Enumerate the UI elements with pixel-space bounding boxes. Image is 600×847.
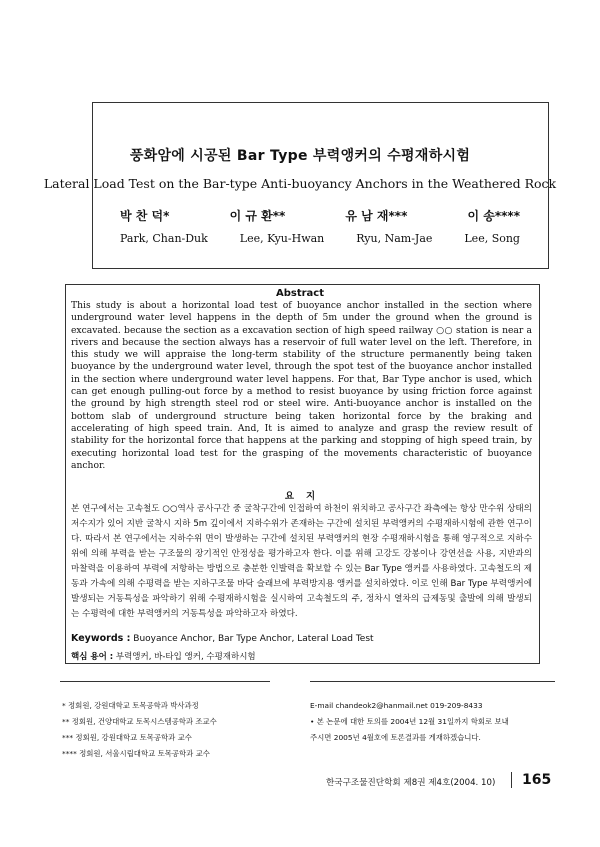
footnote-email: E-mail chandeok2@hanmail.net 019-209-8433 <box>310 701 483 710</box>
footnote-author-2: ** 정회원, 건양대학교 토목시스템공학과 조교수 <box>62 717 217 726</box>
footnote-author-1: * 정회원, 강원대학교 토목공학과 박사과정 <box>62 701 199 710</box>
keywords-line <box>71 633 374 644</box>
footnote-discussion-2: 주시면 2005년 4월호에 토론결과를 게재하겠습니다. <box>310 733 481 742</box>
journal-footer: 한국구조물진단학회 제8권 제4호(2004. 10) <box>326 778 496 788</box>
footnote-rule-left <box>60 681 270 682</box>
author-ko-1: 박 찬 덕* <box>120 209 170 223</box>
footnotes-left <box>62 698 217 762</box>
author-ko-3: 유 남 재*** <box>345 209 408 223</box>
abstract-heading: Abstract <box>275 288 325 299</box>
korean-summary-heading: 요지 <box>284 491 328 502</box>
author-ko-2: 이 규 환** <box>229 209 286 223</box>
footnote-rule-right <box>310 681 555 682</box>
author-ko-4: 이 송**** <box>467 209 520 223</box>
footnote-author-3: *** 정회원, 강원대학교 토목공학과 교수 <box>62 733 192 742</box>
footnote-author-4: **** 정회원, 서울시립대학교 토목공학과 교수 <box>62 749 210 758</box>
paper-title-english: Lateral Load Test on the Bar-type Anti-buoyancy Anchors in the Weathered Rock <box>43 176 557 191</box>
author-en-2: Lee, Kyu-Hwan <box>239 232 325 245</box>
authors-english <box>120 232 520 245</box>
footnotes-right <box>310 698 555 746</box>
keywords-korean-line <box>71 650 256 662</box>
paper-title-korean: 풍화암에 시공된 Bar Type 부력앵커의 수평재하시험 <box>129 148 471 164</box>
footnote-discussion-1: • 본 논문에 대한 토의를 2004년 12월 31일까지 학회로 보내 <box>310 717 509 726</box>
abstract-text: This study is about a horizontal load test of buoyance anchor installed in the section where underground water level happens in the depth of 5m under the ground when the ground is excavated. because the section as a excavation section of high speed railway ○○ station is near a rivers and because the section always has a reservoir of full water level on the left. Therefore, in this study we will appraise the long-term stability of the structure permanently being taken buoyance by the underground water level, through the spot test of the buoyance anchor installed in the section where underground water level happens. For that, Bar Type anchor is used, which can get enough pulling-out force by a method to resist buoyance by using friction force against the ground by high strength steel rod or steel wire. Anti-buoyance anchor is installed on the bottom slab of underground structure being taken horizontal force by the braking and accelerating of high speed train. And, It is aimed to analyze and grasp the review result of stability for the horizontal force that happens at the parking and stopping of high speed train, by executing horizontal load test for the grasping of the movements characteristic of buoyance anchor. <box>71 300 532 471</box>
korean-summary-text: 본 연구에서는 고속철도 ○○역사 공사구간 중 굴착구간에 인접하여 하천이 위치하고 공사구간 좌측에는 항상 만수위 상태의 저수지가 있어 지반 굴착시 지하 5m 깊이에서 지하수위가 존재하는 구간에 설치된 부력앵커의 수평재하시험에 관한 연구이다. 따라서 본 연구에서는 지하수위 면이 발생하는 구간에 설치된 부력앵커의 현장 수평재하시험을 통해 영구적으로 지하수위에 의해 부력을 받는 구조물의 장기적인 안정성을 평가하고자 한다. 이를 위해 고강도 강봉이나 강연선을 사용, 지반과의 마찰력을 이용하여 부력에 저항하는 방법으로 충분한 인발력을 확보할 수 있는 Bar Type 앵커를 사용하였다. 고속철도의 제동과 가속에 의해 수평력을 받는 지하구조물 바닥 슬래브에 부력방지용 앵커를 설치하였다. 이로 인해 Bar Type 부력앵커에 발생되는 거동특성을 파악하기 위해 수평재하시험을 실시하여 고속철도의 주, 정차시 열차의 급제동및 출발에 의해 발생되는 수평력에 대한 부력앵커의 거동특성을 파악하고자 하였다. <box>71 504 532 619</box>
keywords-korean-value: 부력앵커, 바-타입 앵커, 수평재하시험 <box>115 652 256 662</box>
author-en-1: Park, Chan-Duk <box>120 232 208 245</box>
authors-korean <box>120 207 520 224</box>
footer-separator <box>511 772 512 788</box>
keywords-label: Keywords : <box>71 633 131 644</box>
page-number: 165 <box>522 772 552 788</box>
author-en-3: Ryu, Nam-Jae <box>356 232 433 245</box>
keywords-korean-label: 핵심 용어 : <box>71 652 114 662</box>
keywords-value: Buoyance Anchor, Bar Type Anchor, Lateral Load Test <box>133 634 374 644</box>
author-en-4: Lee, Song <box>464 232 520 245</box>
